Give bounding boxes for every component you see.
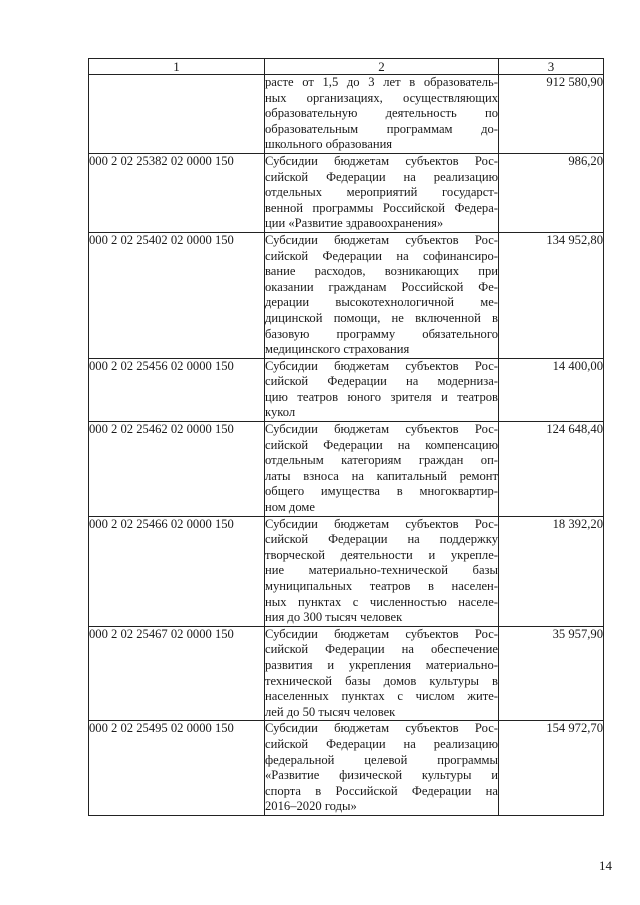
description-cell bbox=[265, 153, 499, 232]
description-line: сийской Федерации на поддержку bbox=[265, 532, 498, 547]
description-line: дерации высокотехнологичной ме- bbox=[265, 295, 498, 310]
description-line: медицинского страхования bbox=[265, 342, 410, 357]
budget-code-cell: 000 2 02 25495 02 0000 150 bbox=[89, 721, 265, 816]
description-line: Субсидии бюджетам субъектов Рос- bbox=[265, 153, 498, 168]
description-line: Субсидии бюджетам субъектов Рос- bbox=[265, 232, 498, 247]
column-header-1: 1 bbox=[89, 59, 265, 75]
amount-cell: 986,20 bbox=[499, 153, 604, 232]
description-line: населенных пунктах с числом жите- bbox=[265, 689, 498, 704]
description-line: сийской Федерации на реализацию bbox=[265, 736, 498, 751]
table-body bbox=[89, 75, 604, 816]
description-line: расте от 1,5 до 3 лет в образователь- bbox=[265, 75, 498, 89]
description-line: базовую программу обязательного bbox=[265, 326, 498, 341]
description-line: венной программы Российской Федера- bbox=[265, 200, 498, 215]
table-row bbox=[89, 358, 604, 421]
description-line: школьного образования bbox=[265, 137, 393, 152]
description-line: Субсидии бюджетам субъектов Рос- bbox=[265, 422, 498, 437]
description-line: федеральной целевой программы bbox=[265, 752, 498, 767]
table-row bbox=[89, 232, 604, 358]
description-line: ния до 300 тысяч человек bbox=[265, 610, 403, 625]
description-line: оказании гражданам Российской Фе- bbox=[265, 279, 498, 294]
description-cell bbox=[265, 75, 499, 154]
budget-code-cell: 000 2 02 25467 02 0000 150 bbox=[89, 626, 265, 721]
column-header-2: 2 bbox=[265, 59, 499, 75]
description-line: отдельных мероприятий государст- bbox=[265, 185, 498, 200]
description-line: творческой деятельности и укрепле- bbox=[265, 547, 498, 562]
budget-code-cell: 000 2 02 25462 02 0000 150 bbox=[89, 422, 265, 517]
description-line: «Развитие физической культуры и bbox=[265, 768, 498, 783]
budget-code-cell: 000 2 02 25402 02 0000 150 bbox=[89, 232, 265, 358]
description-line: спорта в Российской Федерации на bbox=[265, 783, 498, 798]
description-cell bbox=[265, 232, 499, 358]
description-line: ние материально-технической базы bbox=[265, 563, 498, 578]
table-row bbox=[89, 422, 604, 517]
description-line: дицинской помощи, не включенной в bbox=[265, 310, 498, 325]
description-line: сийской Федерации на реализацию bbox=[265, 169, 498, 184]
description-line: Субсидии бюджетам субъектов Рос- bbox=[265, 721, 498, 736]
budget-code-cell bbox=[89, 75, 265, 154]
description-line: сийской Федерации на обеспечение bbox=[265, 642, 498, 657]
description-line: ции «Развитие здравоохранения» bbox=[265, 216, 444, 231]
budget-code-cell: 000 2 02 25456 02 0000 150 bbox=[89, 358, 265, 421]
description-cell bbox=[265, 721, 499, 816]
table-header-row bbox=[89, 59, 604, 75]
description-line: общего имущества в многоквартир- bbox=[265, 484, 498, 499]
table-row bbox=[89, 721, 604, 816]
description-line: ных организациях, осуществляющих bbox=[265, 90, 498, 105]
description-line: технической базы домов культуры в bbox=[265, 673, 498, 688]
description-cell bbox=[265, 516, 499, 626]
description-line: сийской Федерации на компенсацию bbox=[265, 437, 498, 452]
budget-code-cell: 000 2 02 25382 02 0000 150 bbox=[89, 153, 265, 232]
description-line: муниципальных театров в населен- bbox=[265, 579, 498, 593]
table-row bbox=[89, 626, 604, 721]
description-line: цию театров юного зрителя и театров bbox=[265, 389, 498, 404]
amount-cell: 18 392,20 bbox=[499, 516, 604, 626]
description-line: вание расходов, возникающих при bbox=[265, 264, 498, 279]
description-line: лей до 50 тысяч человек bbox=[265, 704, 396, 719]
description-line: образовательную деятельность по bbox=[265, 106, 498, 121]
amount-cell: 124 648,40 bbox=[499, 422, 604, 517]
description-line: ных пунктах с численностью населе- bbox=[265, 594, 498, 609]
table-row bbox=[89, 516, 604, 626]
description-line: Субсидии бюджетам субъектов Рос- bbox=[265, 358, 498, 373]
table-row bbox=[89, 153, 604, 232]
description-cell bbox=[265, 626, 499, 721]
description-line: Субсидии бюджетам субъектов Рос- bbox=[265, 626, 498, 641]
description-line: Субсидии бюджетам субъектов Рос- bbox=[265, 516, 498, 531]
description-line: развития и укрепления материально- bbox=[265, 657, 498, 672]
amount-cell: 14 400,00 bbox=[499, 358, 604, 421]
description-line: латы взноса на капитальный ремонт bbox=[265, 468, 498, 483]
budget-table bbox=[88, 58, 604, 816]
description-line: отдельным категориям граждан оп- bbox=[265, 453, 498, 468]
amount-cell: 912 580,90 bbox=[499, 75, 604, 154]
description-cell bbox=[265, 422, 499, 517]
column-header-3: 3 bbox=[499, 59, 604, 75]
description-line: сийской Федерации на софинансиро- bbox=[265, 248, 498, 263]
description-line: образовательным программам до- bbox=[265, 121, 498, 136]
amount-cell: 134 952,80 bbox=[499, 232, 604, 358]
page-number: 14 bbox=[599, 858, 612, 873]
amount-cell: 154 972,70 bbox=[499, 721, 604, 816]
description-line: 2016–2020 годы» bbox=[265, 799, 357, 814]
amount-cell: 35 957,90 bbox=[499, 626, 604, 721]
description-line: сийской Федерации на модерниза- bbox=[265, 374, 498, 389]
description-line: кукол bbox=[265, 405, 296, 420]
description-cell bbox=[265, 358, 499, 421]
table-row bbox=[89, 75, 604, 154]
description-line: ном доме bbox=[265, 500, 315, 515]
budget-code-cell: 000 2 02 25466 02 0000 150 bbox=[89, 516, 265, 626]
